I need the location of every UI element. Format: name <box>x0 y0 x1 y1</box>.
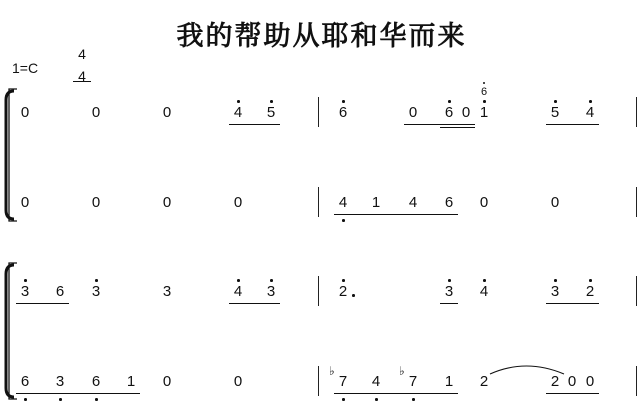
note-digit: 1 <box>371 194 381 211</box>
note-digit: 3 <box>20 283 30 300</box>
underline-beam <box>546 303 599 304</box>
grace-octave-dot <box>483 82 485 84</box>
note-digit: 0 <box>162 194 172 211</box>
time-signature-bottom: 4 <box>78 68 86 84</box>
underline-beam <box>229 124 280 125</box>
underline-beam <box>404 124 475 125</box>
octave-dot-above <box>448 279 451 282</box>
note-digit: 3 <box>444 283 454 300</box>
note-digit: 0 <box>20 104 30 121</box>
note-digit: 6 <box>20 373 30 390</box>
note-digit: 0 <box>20 194 30 211</box>
note-digit: 2 <box>338 283 348 300</box>
octave-dot-below <box>342 219 345 222</box>
octave-dot-above <box>554 279 557 282</box>
note-digit: 4 <box>408 194 418 211</box>
octave-dot-above <box>483 100 486 103</box>
underline-beam <box>440 303 458 304</box>
note-digit: 5 <box>266 104 276 121</box>
note-digit: 4 <box>479 283 489 300</box>
note-digit: 0 <box>461 104 471 121</box>
note-digit: 3 <box>91 283 101 300</box>
note-digit: 1 <box>444 373 454 390</box>
octave-dot-above <box>589 100 592 103</box>
note-digit: 3 <box>550 283 560 300</box>
barline <box>318 276 319 306</box>
barline <box>636 276 637 306</box>
note-digit: 0 <box>91 104 101 121</box>
barline <box>318 366 319 396</box>
octave-dot-below <box>24 398 27 401</box>
note-digit: 2 <box>479 373 489 390</box>
octave-dot-above <box>589 279 592 282</box>
note-digit: 3 <box>162 283 172 300</box>
flat-symbol: ♭ <box>399 364 405 378</box>
note-digit: 3 <box>266 283 276 300</box>
augmentation-dot <box>352 294 355 297</box>
note-digit: 0 <box>550 194 560 211</box>
underline-beam <box>334 214 458 215</box>
flat-symbol: ♭ <box>329 364 335 378</box>
octave-dot-above <box>448 100 451 103</box>
note-digit: 0 <box>162 373 172 390</box>
note-digit: 0 <box>233 373 243 390</box>
octave-dot-below <box>375 398 378 401</box>
octave-dot-above <box>554 100 557 103</box>
underline-beam <box>16 303 69 304</box>
note-digit: 4 <box>371 373 381 390</box>
note-digit: 3 <box>55 373 65 390</box>
underline-beam <box>546 124 599 125</box>
note-digit: 4 <box>585 104 595 121</box>
octave-dot-above <box>342 279 345 282</box>
page-title: 我的帮助从耶和华而来 <box>176 21 467 52</box>
key-signature: 1=C <box>12 60 39 76</box>
note-digit: 0 <box>91 194 101 211</box>
note-digit: 1 <box>479 104 489 121</box>
note-digit: 2 <box>550 373 560 390</box>
octave-dot-above <box>270 100 273 103</box>
note-digit: 1 <box>126 373 136 390</box>
note-digit: 4 <box>233 283 243 300</box>
grace-note: 6 <box>481 86 488 98</box>
octave-dot-above <box>270 279 273 282</box>
octave-dot-above <box>95 279 98 282</box>
barline <box>636 97 637 127</box>
note-digit: 0 <box>567 373 577 390</box>
octave-dot-below <box>342 398 345 401</box>
octave-dot-below <box>95 398 98 401</box>
note-digit: 6 <box>338 104 348 121</box>
note-digit: 6 <box>444 104 454 121</box>
note-digit: 5 <box>550 104 560 121</box>
barline <box>318 187 319 217</box>
note-digit: 2 <box>585 283 595 300</box>
octave-dot-above <box>237 279 240 282</box>
octave-dot-above <box>24 279 27 282</box>
note-digit: 0 <box>408 104 418 121</box>
time-signature-top: 4 <box>78 46 86 62</box>
octave-dot-above <box>237 100 240 103</box>
octave-dot-above <box>483 279 486 282</box>
note-digit: 6 <box>55 283 65 300</box>
octave-dot-below <box>412 398 415 401</box>
note-digit: 0 <box>585 373 595 390</box>
octave-dot-above <box>342 100 345 103</box>
note-digit: 7 <box>408 373 418 390</box>
octave-dot-below <box>59 398 62 401</box>
note-digit: 0 <box>233 194 243 211</box>
note-digit: 7 <box>338 373 348 390</box>
note-digit: 0 <box>162 104 172 121</box>
note-digit: 4 <box>233 104 243 121</box>
underline-beam <box>334 393 458 394</box>
underline-beam <box>16 393 140 394</box>
note-digit: 0 <box>479 194 489 211</box>
barline <box>636 366 637 396</box>
underline-beam <box>229 303 280 304</box>
underline-beam <box>440 127 475 128</box>
barline <box>636 187 637 217</box>
underline-beam <box>546 393 599 394</box>
note-digit: 6 <box>91 373 101 390</box>
note-digit: 4 <box>338 194 348 211</box>
note-digit: 6 <box>444 194 454 211</box>
barline <box>318 97 319 127</box>
